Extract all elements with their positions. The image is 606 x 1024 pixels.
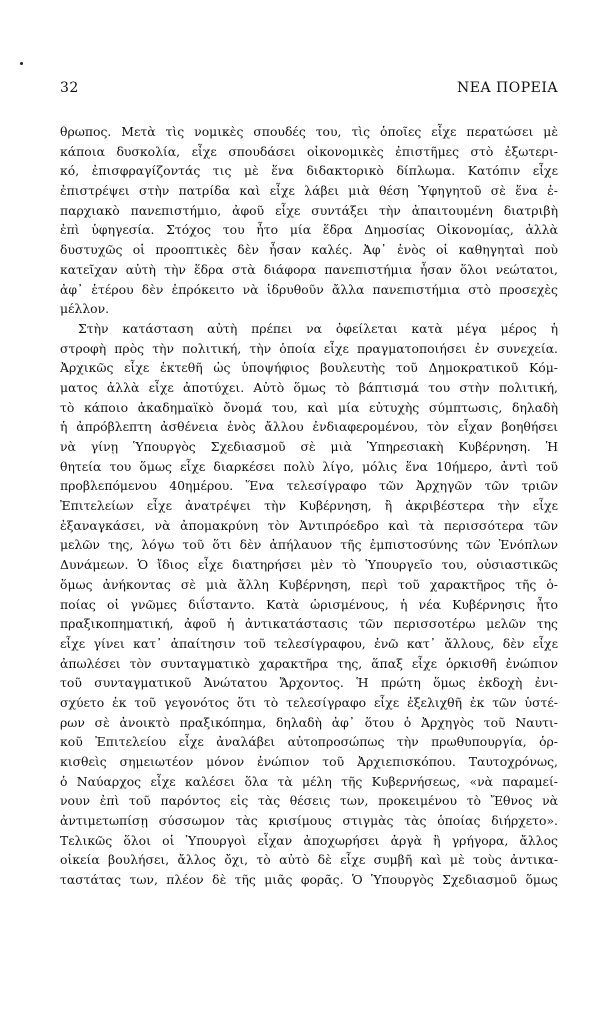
text-line: μελῶν της, λόγω τοῦ ὅτι δὲν ἀπήλαυον τῆς ἐμπιστοσύνης τῶν Ἐνόπλων [60,537,558,553]
text-line: ὅμως ἀνήκοντας σὲ μιὰ ἄλλη Κυβέρνηση, περὶ τοῦ χαρακτῆρος τῆς ὁ- [60,576,558,592]
body-text [60,122,558,890]
text-line: πραξικοπηματική, ἀφοῦ ἡ ἀντικατάστασις τῶν περισσοτέρω μελῶν της [60,616,558,632]
text-line: τὸ κάποιο ἀκαδημαϊκὸ ὄνομά του, καὶ μία εὐτυχὴς σύμπτωσις, δηλαδὴ [60,399,558,415]
text-line: μέλλον. [60,301,110,317]
text-line: ταστάτας των, πλέον δὲ τῆς μιᾶς φορᾶς. Ὁ Ὑπουργὸς Σχεδιασμοῦ ὅμως [60,872,558,888]
text-line: θητεία του ὅμως εἶχε διαρκέσει πολὺ λίγο, μόλις ἕνα 10ήμερο, ἀντὶ τοῦ [60,458,558,474]
text-line: προβλεπόμενου 40ημέρου. Ἕνα τελεσίγραφο τῶν Ἀρχηγῶν τῶν τριῶν [60,478,558,494]
text-line: ὁ Ναύαρχος εἶχε καλέσει ὅλα τὰ μέλη τῆς Κυβερνήσεως, «νὰ παραμεί- [60,773,558,789]
stray-mark [20,62,23,65]
text-line: τοῦ συνταγματικοῦ Ἀνώτατου Ἄρχοντος. Ἡ πρώτη ὅμως ἐκδοχὴ ἐνι- [60,675,558,691]
text-line: οἰκεία βουλήσει, ἄλλος ὄχι, τὸ αὐτὸ δὲ εἶχε συμβῆ καὶ μὲ τοὺς ἀντικα- [60,852,558,868]
text-line: Ἀρχικῶς εἶχε ἐκτεθῆ ὡς ὑποψήφιος βουλευτὴς τοῦ Δημοκρατικοῦ Κόμ- [60,360,558,376]
text-line: νουν ἐπὶ τοῦ παρόντος εἰς τὰς θέσεις των, προκειμένου τὸ Ἔθνος νὰ [60,793,558,809]
page-number: 32 [60,80,79,96]
text-line: ποίας οἱ γνῶμες διΐσταντο. Κατὰ ὡρισμένους, ἡ νέα Κυβέρνησις ἦτο [60,596,558,612]
text-line: ματος ἀλλὰ εἶχε ἀποτύχει. Αὐτὸ ὅμως τὸ βάπτισμά του στὴν πολιτική, [60,379,558,395]
text-line: ἡ ἀπρόβλεπτη ἀσθένεια ἑνὸς ἄλλου ἐνδιαφερομένου, τὸν εἶχαν βοηθήσει [60,419,558,435]
text-line: σχύετο ἐκ τοῦ γεγονότος ὅτι τὸ τελεσίγραφο εἶχε ἐξελιχθῆ ἐκ τῶν ὑστέ- [60,694,558,710]
text-line: ἐξαναγκάσει, νὰ ἀπομακρύνη τὸν Ἀντιπρόεδρο καὶ τὰ περισσότερα τῶν [60,517,558,533]
text-line: δυστυχῶς οἱ προοπτικὲς δὲν ἦσαν καλές. Ἀφ᾽ ἑνὸς οἱ καθηγηταὶ ποὺ [60,242,558,258]
text-line: ἐπὶ ὑφηγεσία. Στόχος του ἦτο μία ἕδρα Δημοσίας Οἰκονομίας, ἀλλὰ [60,222,558,238]
running-title: ΝΕΑ ΠΟΡΕΙΑ [457,80,558,96]
text-line: στροφὴ πρὸς τὴν πολιτική, τὴν ὁποία εἶχε πραγματοποιήσει ἐν συνεχεία. [60,340,558,356]
text-line: κό, ἐπισφραγίζοντάς τις μὲ ἕνα διδακτορικὸ δίπλωμα. Κατόπιν εἶχε [60,163,558,179]
page-header [60,80,558,96]
text-line: Δυνάμεων. Ὁ ἴδιος εἶχε διατηρήσει μὲν τὸ Ὑπουργεῖο του, οὐσιαστικῶς [60,557,558,573]
text-line: ρων σὲ ἀνοικτὸ πραξικόπημα, δηλαδὴ ἀφ᾽ ὅτου ὁ Ἀρχηγὸς τοῦ Ναυτι- [60,714,558,730]
text-line: κοῦ Ἐπιτελείου εἶχε ἀναλάβει αὐτοπροσώπως τὴν πρωθυπουργία, ὁρ- [60,734,558,750]
text-line: ἀπωλέσει τὸν συνταγματικὸ χαρακτῆρα της, ἅπαξ εἶχε ὁρκισθῆ ἐνώπιον [60,655,558,671]
text-line: Στὴν κατάσταση αὐτὴ πρέπει να ὀφείλεται κατὰ μέγα μέρος ἡ [78,320,558,336]
text-line: κάποια δυσκολία, εἶχε σπουδάσει οἰκονομικὲς ἐπιστῆμες στὸ ἐξωτερι- [60,143,558,159]
text-line: Τελικῶς ὅλοι οἱ Ὑπουργοὶ εἶχαν ἀποχωρήσει ἀργὰ ἢ γρήγορα, ἄλλος [60,832,558,848]
text-line: εἶχε γίνει κατ᾽ ἀπαίτησιν τοῦ τελεσίγραφου, ἐνῶ κατ᾽ ἄλλους, δὲν εἶχε [60,635,558,651]
text-line: ἀντιμετωπίσῃ σύσσωμον τὰς κρισίμους στιγμὰς τὰς ὁποίας διήρχετο». [60,813,558,829]
text-line: νὰ γίνῃ Ὑπουργὸς Σχεδιασμοῦ σὲ μιὰ Ὑπηρεσιακὴ Κυβέρνηση. Ἡ [60,439,558,454]
text-line: θρωπος. Μετὰ τὶς νομικὲς σπουδές του, τὶς ὁποῖες εἶχε περατώσει μὲ [60,124,558,139]
text-line: παρχιακὸ πανεπιστήμιο, ἀφοῦ εἶχε συντάξει τὴν ἀπαιτουμένη διατριβὴ [60,202,558,218]
text-line: ἀφ᾽ ἑτέρου δὲν ἐπρόκειτο νὰ ἱδρυθοῦν ἄλλα πανεπιστήμια στὸ προσεχὲς [60,281,558,297]
text-line: ἐπιστρέψει στὴν πατρίδα καὶ εἶχε λάβει μιὰ θέση Ὑφηγητοῦ σὲ ἕνα ἐ- [60,183,558,199]
text-line: κισθεὶς σημειωτέον μόνον ἐνώπιον τοῦ Ἀρχιεπισκόπου. Ταυτοχρόνως, [60,754,558,769]
text-line: Ἐπιτελείων εἶχε ἀνατρέψει τὴν Κυβέρνηση, ἢ ἀκριβέστερα τὴν εἶχε [60,498,558,514]
text-line: κατεῖχαν αὐτὴ τὴν ἕδρα στὰ διάφορα πανεπιστήμια ἦσαν ὅλοι νεώτατοι, [60,261,558,277]
